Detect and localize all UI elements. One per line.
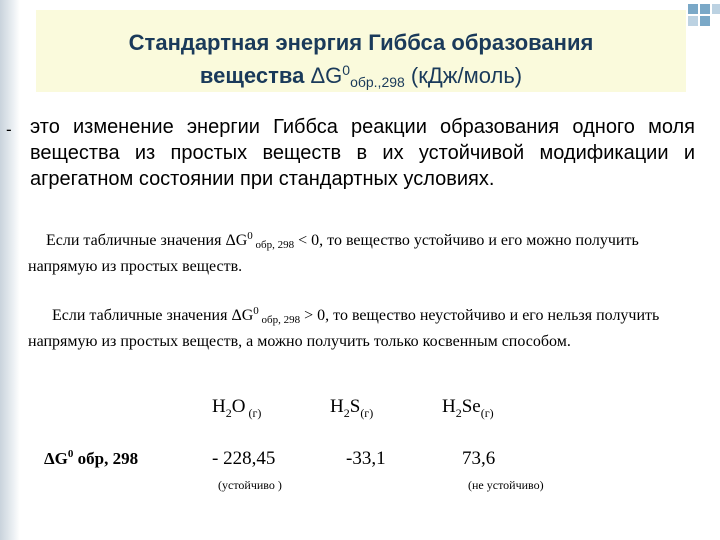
value-h2s: -33,1: [346, 448, 386, 469]
title-units: (кДж/моль): [404, 63, 523, 88]
value-h2o: - 228,45: [212, 448, 276, 469]
substance-header-h2o: $H_2O$ $_{(г)}$: [212, 396, 262, 420]
condition-negative-before: Если табличные значения ΔG: [46, 232, 248, 249]
definition-dash: -: [6, 120, 12, 139]
title-symbol: ΔG: [310, 63, 343, 88]
condition-negative-sub: обр, 298: [252, 239, 295, 251]
condition-negative-sup: 0: [247, 230, 253, 242]
title-prefix: вещества: [199, 63, 311, 88]
title-subscript: обр.,298: [350, 74, 405, 90]
note-h2o: (устойчиво ): [218, 478, 282, 492]
title-line-1: Стандартная энергия Гиббса образования: [128, 30, 594, 55]
decorative-corner-block: [688, 16, 698, 26]
row-label-gibbs: $\Delta G^0$ обр, 298: [44, 448, 139, 468]
condition-positive-sup: 0: [253, 305, 259, 317]
title-box: [36, 10, 686, 92]
substance-header-h2se: $H_2Se_{(г)}$: [442, 396, 494, 420]
note-h2se: (не устойчиво): [468, 478, 544, 492]
substance-header-h2s: $H_2S_{(г)}$: [330, 396, 374, 420]
definition-text: это изменение энергии Гиббса реакции образования одного моля вещества из простых веществ в их устойчивой модификации и агрегатном состоянии при стандартных условиях.: [30, 116, 695, 190]
condition-negative: [28, 226, 678, 277]
value-h2se: 73,6: [462, 448, 496, 469]
decorative-corner-block: [712, 4, 720, 14]
condition-positive-after: > 0, то вещество неустойчиво и его нельзя получить напрямую из простых веществ, а можно получить только косвенным способом.: [28, 307, 660, 350]
title-superscript: 0: [342, 62, 351, 78]
decorative-corner-block: [700, 16, 710, 26]
condition-negative-after: < 0, то вещество устойчиво и его можно получить напрямую из простых веществ.: [28, 232, 639, 275]
decorative-corner-block: [688, 4, 698, 14]
decorative-corner-block: [700, 4, 710, 14]
decorative-left-strip: [0, 0, 20, 540]
title-line-2: [36, 62, 686, 90]
condition-positive-before: Если табличные значения ΔG: [52, 307, 254, 324]
condition-positive-sub: обр, 298: [258, 314, 301, 326]
condition-positive: [28, 301, 693, 352]
